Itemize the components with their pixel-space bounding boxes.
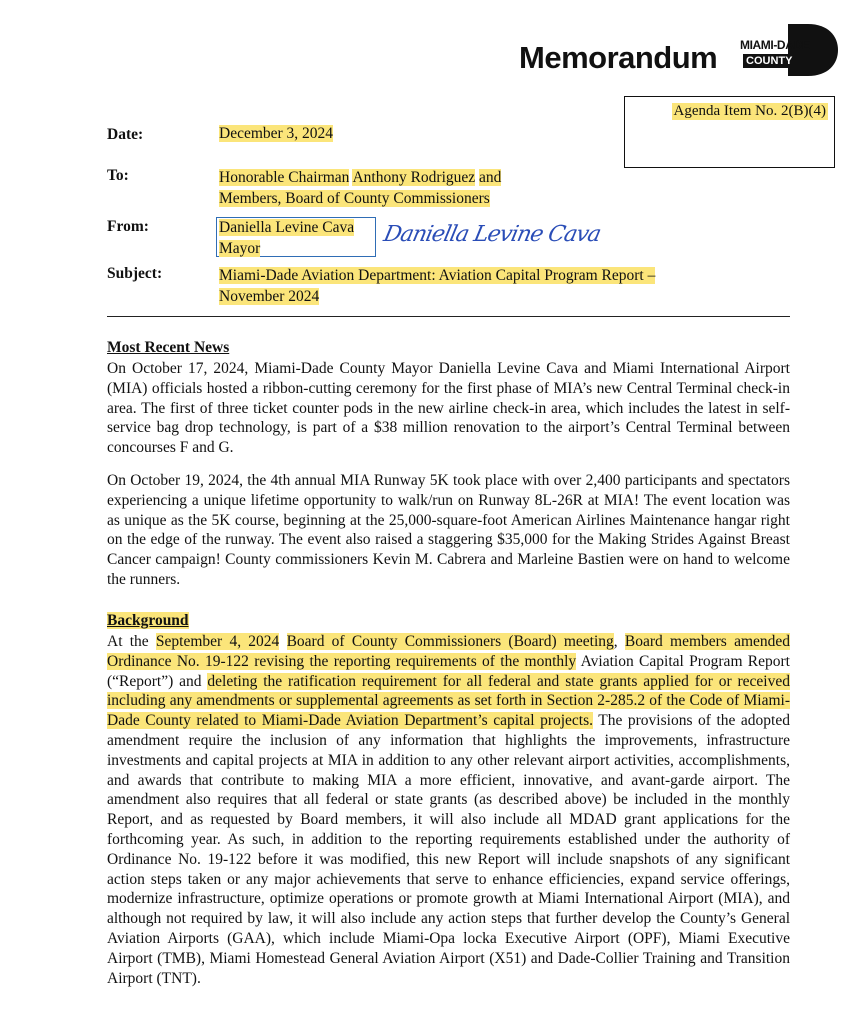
logo-miami-dade-text: MIAMI-DADE	[740, 38, 810, 52]
date-label: Date:	[107, 126, 144, 143]
to-line2: Members, Board of County Commissioners	[219, 190, 490, 207]
bg-meeting-date: September 4, 2024	[155, 633, 280, 650]
header-divider	[107, 316, 790, 317]
to-chairman-name: Anthony Rodriguez	[352, 169, 476, 186]
bg-text-5: The provisions of the adopted amendment require the inclusion of any information that highlights the improvements, infrastructure investments and capital projects at MIA in addition to any other relevant airport activities, accomplishments, and awards that contribute to making MIA a more efficient, innovative, and avant-garde airport. The amendment also requires that all federal or state grants (as described above) be included in the monthly Report, and as requested by Board members, it will also include all MDAD grant applications for the forthcoming year. As such, in addition to the reporting requirements established under the authority of Ordinance No. 19-122 before it was modified, this new Report will include snapshots of any significant action steps taken or any major achievements that serve to enhance efficiencies, expand service offerings, modernize infrastructure, optimize operations or promote growth at Miami International Airport (MIA), and although not required by law, it will also include any action steps that further develop the County’s General Aviation Airports (GAA), which include Miami-Opa locka Executive Airport (OPF), Miami Executive Airport (TMB), Miami Homestead General Aviation Airport (X51) and Dade-Collier Training and Transition Airport (TNT).	[107, 712, 790, 987]
county-logo	[740, 22, 840, 78]
subject-label: Subject:	[107, 265, 163, 282]
to-value	[219, 167, 501, 209]
agenda-item-number: Agenda Item No. 2(B)(4)	[673, 103, 826, 119]
bg-board-meeting: Board of County Commissioners (Board) meeting	[286, 633, 614, 650]
background-heading-text: Background	[107, 612, 189, 629]
news-paragraph-2: On October 19, 2024, the 4th annual MIA Runway 5K took place with over 2,400 participants and spectators experiencing a unique lifetime opportunity to walk/run on Runway 8L-26R at MIA! The event location was as unique as the 5K course, beginning at the 25,000-square-foot American Airlines Maintenance hangar right on the edge of the runway. The event also raised a staggering $35,000 for the Making Strides Against Breast Cancer campaign! County commissioners Kevin M. Cabrera and Marleine Bastien were on hand to welcome the runners.	[107, 472, 790, 588]
subject-line2: November 2024	[219, 288, 320, 305]
news-paragraph-1: On October 17, 2024, Miami-Dade County Mayor Daniella Levine Cava and Miami International Airport (MIA) officials hosted a ribbon-cutting ceremony for the first phase of MIA’s new Central Terminal check-in area. The first of three ticket counter pods in the new airline check-in area, which includes the latest in self-service bag drop technology, is part of a $38 million renovation to the airport’s Central Terminal between concourses F and G.	[107, 360, 790, 457]
background-heading	[107, 612, 189, 630]
agenda-item-box	[624, 96, 835, 168]
bg-text-4: Aviation Capital Program Report (“Report”) and	[107, 652, 790, 690]
to-prefix: Honorable Chairman	[219, 169, 350, 186]
bg-text-2	[279, 633, 286, 650]
subject-line1: Miami-Dade Aviation Department: Aviation Capital Program Report –	[219, 267, 656, 284]
memo-title: Memorandum	[519, 40, 718, 75]
from-title: Mayor	[219, 240, 261, 257]
to-label: To:	[107, 167, 129, 184]
from-value	[219, 217, 354, 259]
bg-text-3: ,	[613, 633, 625, 650]
subject-value	[219, 265, 788, 307]
mayor-signature: Daniella Levine Cava	[381, 222, 603, 247]
from-name: Daniella Levine Cava	[219, 219, 355, 236]
bg-text-1: At the	[107, 633, 156, 650]
bg-ordinance-amendment: Board members amended Ordinance No. 19-122 revising the reporting requirements of the monthly	[107, 633, 791, 670]
date-text: December 3, 2024	[219, 125, 334, 142]
logo-county-text: COUNTY	[743, 54, 795, 68]
background-paragraph	[107, 632, 790, 988]
from-label: From:	[107, 218, 149, 235]
bg-ratification-deletion: deleting the ratification requirement for all federal and state grants applied for or received including any amendments or supplemental agreements as set forth in Section 2-285.2 of the Code of Miami-Dade County related to Miami-Dade Aviation Department’s capital projects.	[107, 672, 790, 730]
news-heading: Most Recent News	[107, 339, 230, 356]
to-suffix: and	[479, 169, 502, 186]
date-value	[219, 123, 333, 144]
